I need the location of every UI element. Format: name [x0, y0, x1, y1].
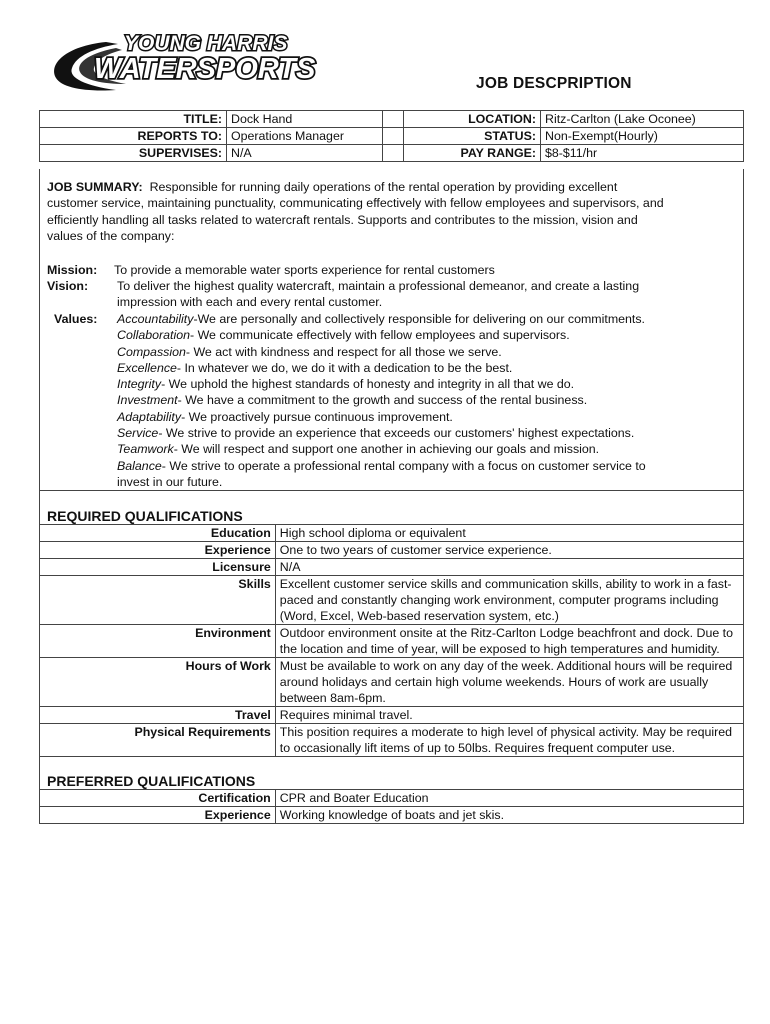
qual-value: Working knowledge of boats and jet skis. [275, 807, 743, 824]
mission-text: To provide a memorable water sports experience for rental customers [114, 263, 495, 277]
title-label: TITLE: [40, 111, 227, 128]
required-qualifications-table [39, 524, 744, 757]
value-item [117, 360, 717, 376]
values-label: Values: [54, 312, 98, 326]
qual-label: Certification [40, 790, 276, 807]
mission-label: Mission: [47, 263, 98, 277]
value-term: Compassion [117, 344, 186, 359]
value-term: Collaboration [117, 328, 191, 343]
qual-value: CPR and Boater Education [275, 790, 743, 807]
value-item [117, 458, 717, 474]
table-row [40, 542, 744, 559]
qual-label: Education [40, 525, 276, 542]
value-item [117, 409, 717, 425]
logo-graphic [46, 28, 316, 98]
value-text: - We have a commitment to the growth and success of the rental business. [177, 393, 588, 408]
job-summary-text [47, 179, 737, 244]
qual-label: Environment [40, 625, 276, 658]
value-term: Investment [117, 393, 178, 408]
value-item [117, 376, 717, 392]
job-header-table [39, 110, 744, 162]
table-row [40, 559, 744, 576]
vision-line: impression with each and every rental customer. [117, 295, 383, 310]
supervises-label: SUPERVISES: [40, 145, 227, 162]
value-term: Balance [117, 458, 162, 473]
value-item [117, 425, 717, 441]
qual-value: Outdoor environment onsite at the Ritz-Carlton Lodge beachfront and dock. Due to the location and time of year, will be exposed to high temperatures and humidity. [275, 625, 743, 658]
value-term: Accountability [117, 312, 194, 326]
value-item-continuation: invest in our future. [117, 474, 223, 489]
qual-label: Experience [40, 542, 276, 559]
value-term: Service [117, 426, 159, 441]
qual-label: Physical Requirements [40, 724, 276, 757]
value-text: - We will respect and support one another in achieving our goals and mission. [173, 442, 600, 457]
value-term: Integrity [117, 377, 162, 392]
logo-text-top: YOUNG HARRIS [124, 32, 288, 55]
value-text: - We communicate effectively with fellow employees and supervisors. [190, 328, 570, 343]
reports-to-label: REPORTS TO: [40, 128, 227, 145]
value-text: - We strive to operate a professional rental company with a focus on customer service to [161, 458, 646, 473]
table-row [40, 707, 744, 724]
value-term: Excellence [117, 360, 177, 375]
logo-text-bottom: WATERSPORTS [94, 53, 316, 85]
qual-value: This position requires a moderate to high level of physical activity. May be required to occasionally lift items of up to 50lbs. Requires frequent computer use. [275, 724, 743, 757]
value-item [117, 327, 717, 343]
location-label: LOCATION: [404, 111, 541, 128]
summary-line: Responsible for running daily operations of the rental operation by providing excellent [149, 180, 618, 194]
company-logo [46, 28, 316, 98]
section-spacer [39, 757, 744, 769]
qual-value: N/A [275, 559, 743, 576]
value-item [117, 344, 717, 360]
summary-line: efficiently handling all tasks related to watercraft rentals. Supports and contributes to the mission, vision and [47, 212, 638, 227]
header-spacer [383, 145, 404, 162]
table-row [40, 724, 744, 757]
qual-label: Licensure [40, 559, 276, 576]
mission-vision-values [47, 262, 737, 492]
qual-label: Hours of Work [40, 658, 276, 707]
qual-value: Must be available to work on any day of the week. Additional hours will be required around holidays and certain high volume weekends. Hours of work are usually between 8am-6pm. [275, 658, 743, 707]
table-row [40, 576, 744, 625]
qual-label: Experience [40, 807, 276, 824]
qual-label: Skills [40, 576, 276, 625]
required-qualifications-heading: REQUIRED QUALIFICATIONS [39, 491, 744, 524]
supervises-value: N/A [227, 145, 383, 162]
summary-line: customer service, maintaining punctuality, communicating effectively with fellow employees and supervisors, and [47, 196, 664, 211]
table-row [40, 658, 744, 707]
value-term: Teamwork [117, 442, 174, 457]
qual-label: Travel [40, 707, 276, 724]
vision-line: To deliver the highest quality watercraft, maintain a professional demeanor, and create a lasting [117, 279, 640, 293]
value-text: - We uphold the highest standards of honesty and integrity in all that we do. [161, 377, 575, 392]
table-row [40, 525, 744, 542]
summary-line: values of the company: [47, 228, 175, 243]
qual-value: One to two years of customer service experience. [275, 542, 743, 559]
pay-range-label: PAY RANGE: [404, 145, 541, 162]
vision-text [117, 278, 717, 311]
status-value: Non-Exempt(Hourly) [541, 128, 744, 145]
location-value: Ritz-Carlton (Lake Oconee) [541, 111, 744, 128]
job-summary-section [39, 169, 744, 491]
value-text: - We proactively pursue continuous improvement. [181, 409, 453, 424]
qualifications-section [39, 491, 744, 824]
vision-label: Vision: [47, 279, 89, 293]
preferred-qualifications-table [39, 789, 744, 824]
document-title: JOB DESCPRIPTION [476, 75, 632, 92]
value-item [117, 441, 717, 457]
status-label: STATUS: [404, 128, 541, 145]
value-text: - We act with kindness and respect for all those we serve. [185, 344, 502, 359]
value-item [117, 311, 717, 327]
preferred-qualifications-heading: PREFERRED QUALIFICATIONS [39, 769, 744, 789]
title-value: Dock Hand [227, 111, 383, 128]
reports-to-value: Operations Manager [227, 128, 383, 145]
table-row [40, 807, 744, 824]
table-row [40, 625, 744, 658]
qual-value: Requires minimal travel. [275, 707, 743, 724]
value-text: - In whatever we do, we do it with a dedication to be the best. [176, 360, 513, 375]
value-text: - We strive to provide an experience that exceeds our customers' highest expectations. [158, 426, 635, 441]
pay-range-value: $8-$11/hr [541, 145, 744, 162]
job-summary-label: JOB SUMMARY: [47, 180, 143, 194]
value-text: -We are personally and collectively responsible for delivering on our commitments. [193, 312, 645, 326]
qual-value: Excellent customer service skills and communication skills, ability to work in a fast-paced and constantly changing work environment, computer programs including (Word, Excel, Web-based reservation system, etc.) [275, 576, 743, 625]
value-term: Adaptability [117, 409, 182, 424]
header-spacer [383, 128, 404, 145]
header-spacer [383, 111, 404, 128]
values-list [117, 311, 717, 490]
value-item [117, 392, 717, 408]
table-row [40, 790, 744, 807]
qual-value: High school diploma or equivalent [275, 525, 743, 542]
